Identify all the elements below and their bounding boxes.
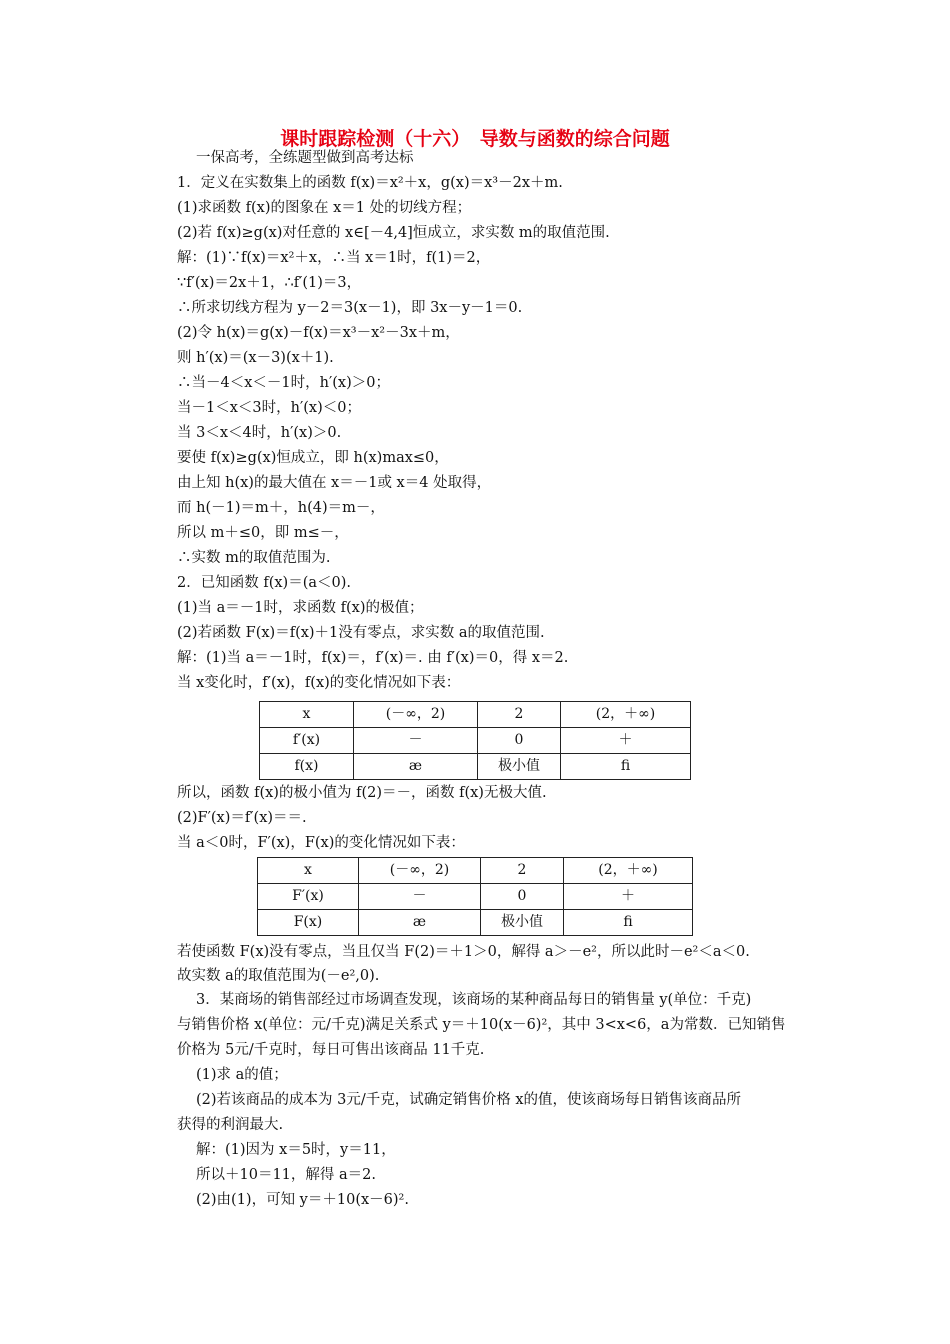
text-line: ∴实数 m的取值范围为. xyxy=(177,550,331,566)
table-cell: － xyxy=(359,884,481,910)
text-line: ∵f′(x)＝2x＋1，∴f′(1)＝3， xyxy=(177,275,362,291)
text-line: 价格为 5元/千克时，每日可售出该商品 11千克. xyxy=(177,1042,485,1058)
table-cell: 2 xyxy=(481,858,564,884)
table-cell: － xyxy=(354,728,478,754)
text-line: 获得的利润最大. xyxy=(177,1117,284,1133)
text-line: 而 h(－1)＝m＋，h(4)＝m－， xyxy=(177,500,385,516)
table-cell: 2 xyxy=(478,702,561,728)
table-cell: 0 xyxy=(478,728,561,754)
text-line: 解：(1)因为 x＝5时，y＝11， xyxy=(196,1142,396,1158)
text-line: 则 h′(x)＝(x－3)(x＋1). xyxy=(177,350,334,366)
table-cell: f(x) xyxy=(260,754,354,780)
subtitle: 一保高考，全练题型做到高考达标 xyxy=(196,150,414,166)
table-cell: æ xyxy=(359,910,481,936)
table-row xyxy=(258,910,693,936)
table-cell: 极小值 xyxy=(478,754,561,780)
text-line: (2)由(1)，可知 y＝＋10(x－6)². xyxy=(196,1192,409,1208)
text-line: ∴所求切线方程为 y－2＝3(x－1)，即 3x－y－1＝0. xyxy=(177,300,523,316)
text-line: 要使 f(x)≥g(x)恒成立，即 h(x)max≤0， xyxy=(177,450,449,466)
text-line: (2)令 h(x)＝g(x)－f(x)＝x³－x²－3x＋m， xyxy=(177,325,460,341)
table-row xyxy=(260,728,691,754)
table-cell: (－∞，2) xyxy=(359,858,481,884)
text-line: 由上知 h(x)的最大值在 x＝－1或 x＝4 处取得， xyxy=(177,475,492,491)
text-line: 若使函数 F(x)没有零点，当且仅当 F(2)＝＋1＞0，解得 a＞－e²，所以此时－e²＜a＜0. xyxy=(177,944,750,960)
text-line: ∴当－4＜x＜－1时，h′(x)＞0； xyxy=(177,375,390,391)
text-line: 解：(1)∵f(x)＝x²＋x，∴当 x＝1时，f(1)＝2， xyxy=(177,250,491,266)
table-cell: f′(x) xyxy=(260,728,354,754)
table-row xyxy=(258,858,693,884)
text-line: (2)若 f(x)≥g(x)对任意的 x∈[－4,4]恒成立，求实数 m的取值范围. xyxy=(177,225,610,241)
text-line: 当 a＜0时，F′(x)，F(x)的变化情况如下表： xyxy=(177,835,465,851)
text-line: 1．定义在实数集上的函数 f(x)＝x²＋x，g(x)＝x³－2x＋m. xyxy=(177,175,563,191)
text-line: 3．某商场的销售部经过市场调查发现，该商场的某种商品每日的销售量 y(单位：千克) xyxy=(196,992,752,1008)
table-row xyxy=(260,754,691,780)
table-cell: 极小值 xyxy=(481,910,564,936)
table-cell: ﬁ xyxy=(564,910,693,936)
variation-table-1 xyxy=(259,701,691,780)
text-line: 所以 m＋≤0，即 m≤－， xyxy=(177,525,349,541)
table-cell: F(x) xyxy=(258,910,359,936)
text-line: 所以＋10＝11，解得 a＝2. xyxy=(196,1167,376,1183)
table-cell: (－∞，2) xyxy=(354,702,478,728)
table-cell: (2，＋∞) xyxy=(561,702,691,728)
table-cell: ﬁ xyxy=(561,754,691,780)
text-line: 与销售价格 x(单位：元/千克)满足关系式 y＝＋10(x－6)²，其中 3<x<6，a为常数．已知销售 xyxy=(177,1017,786,1033)
table-cell: ＋ xyxy=(561,728,691,754)
table-cell: 0 xyxy=(481,884,564,910)
text-line: 当 x变化时，f′(x)，f(x)的变化情况如下表： xyxy=(177,675,461,691)
table-cell: F′(x) xyxy=(258,884,359,910)
text-line: 当－1＜x＜3时，h′(x)＜0； xyxy=(177,400,361,416)
table-row xyxy=(258,884,693,910)
text-line: (1)求 a的值； xyxy=(196,1067,288,1083)
text-line: (2)F′(x)＝f′(x)＝＝. xyxy=(177,810,307,826)
text-line: 2．已知函数 f(x)＝(a＜0). xyxy=(177,575,351,591)
text-line: (1)求函数 f(x)的图象在 x＝1 处的切线方程； xyxy=(177,200,472,216)
page-title: 课时跟踪检测（十六） 导数与函数的综合问题 xyxy=(280,128,670,150)
table-cell: x xyxy=(258,858,359,884)
text-line: (1)当 a＝－1时，求函数 f(x)的极值； xyxy=(177,600,424,616)
text-line: 所以，函数 f(x)的极小值为 f(2)＝－，函数 f(x)无极大值. xyxy=(177,785,547,801)
text-line: (2)若该商品的成本为 3元/千克，试确定销售价格 x的值，使该商场每日销售该商品所 xyxy=(196,1092,742,1108)
variation-table-2 xyxy=(257,857,693,936)
table-cell: ＋ xyxy=(564,884,693,910)
text-line: 当 3＜x＜4时，h′(x)＞0. xyxy=(177,425,342,441)
text-line: 故实数 a的取值范围为(－e²,0). xyxy=(177,968,380,984)
table-cell: x xyxy=(260,702,354,728)
table-cell: æ xyxy=(354,754,478,780)
text-line: (2)若函数 F(x)＝f(x)＋1没有零点，求实数 a的取值范围. xyxy=(177,625,545,641)
table-row xyxy=(260,702,691,728)
text-line: 解：(1)当 a＝－1时，f(x)＝，f′(x)＝. 由 f′(x)＝0，得 x＝2. xyxy=(177,650,569,666)
table-cell: (2，＋∞) xyxy=(564,858,693,884)
